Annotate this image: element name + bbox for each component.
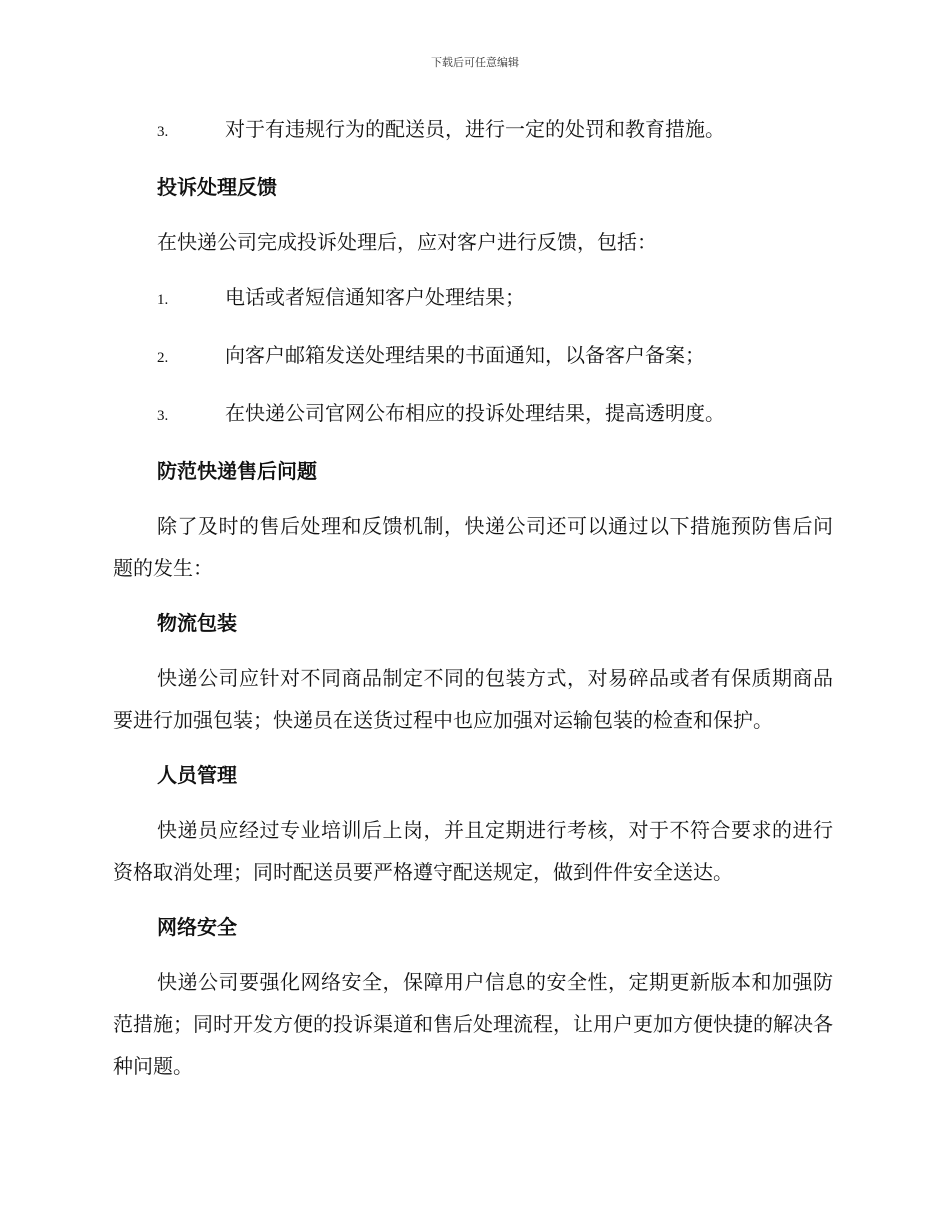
list-item <box>113 334 833 379</box>
paragraph: 快递公司应针对不同商品制定不同的包装方式，对易碎品或者有保质期商品要进行加强包装；快递员在送货过程中也应加强对运输包装的检查和保护。 <box>113 666 833 732</box>
section-heading-packaging: 物流包装 <box>157 611 237 635</box>
section-heading-staff-management: 人员管理 <box>157 763 237 787</box>
section-heading-prevention: 防范快递售后问题 <box>157 459 317 483</box>
list-item <box>113 108 833 153</box>
list-text: 在快递公司官网公布相应的投诉处理结果，提高透明度。 <box>225 401 725 425</box>
section-heading-network-security: 网络安全 <box>157 915 237 939</box>
list-item <box>113 392 833 437</box>
list-number: 3. <box>157 124 169 140</box>
list-number: 2. <box>157 350 169 366</box>
list-text: 向客户邮箱发送处理结果的书面通知，以备客户备案； <box>225 343 705 367</box>
paragraph: 快递公司要强化网络安全，保障用户信息的安全性，定期更新版本和加强防范措施；同时开发方便的投诉渠道和售后处理流程，让用户更加方便快捷的解决各种问题。 <box>113 970 833 1078</box>
paragraph: 除了及时的售后处理和反馈机制，快递公司还可以通过以下措施预防售后问题的发生： <box>113 514 833 580</box>
paragraph: 快递员应经过专业培训后上岗，并且定期进行考核，对于不符合要求的进行资格取消处理；同时配送员要严格遵守配送规定，做到件件安全送达。 <box>113 818 833 884</box>
list-text: 对于有违规行为的配送员，进行一定的处罚和教育措施。 <box>225 117 725 141</box>
list-text: 电话或者短信通知客户处理结果； <box>225 285 525 309</box>
paragraph: 在快递公司完成投诉处理后，应对客户进行反馈，包括： <box>157 230 657 254</box>
list-item <box>113 276 833 321</box>
list-number: 1. <box>157 292 169 308</box>
section-heading-complaint-feedback: 投诉处理反馈 <box>157 175 277 199</box>
header-note: 下载后可任意编辑 <box>431 56 519 69</box>
document-body <box>113 108 833 1100</box>
list-number: 3. <box>157 408 169 424</box>
